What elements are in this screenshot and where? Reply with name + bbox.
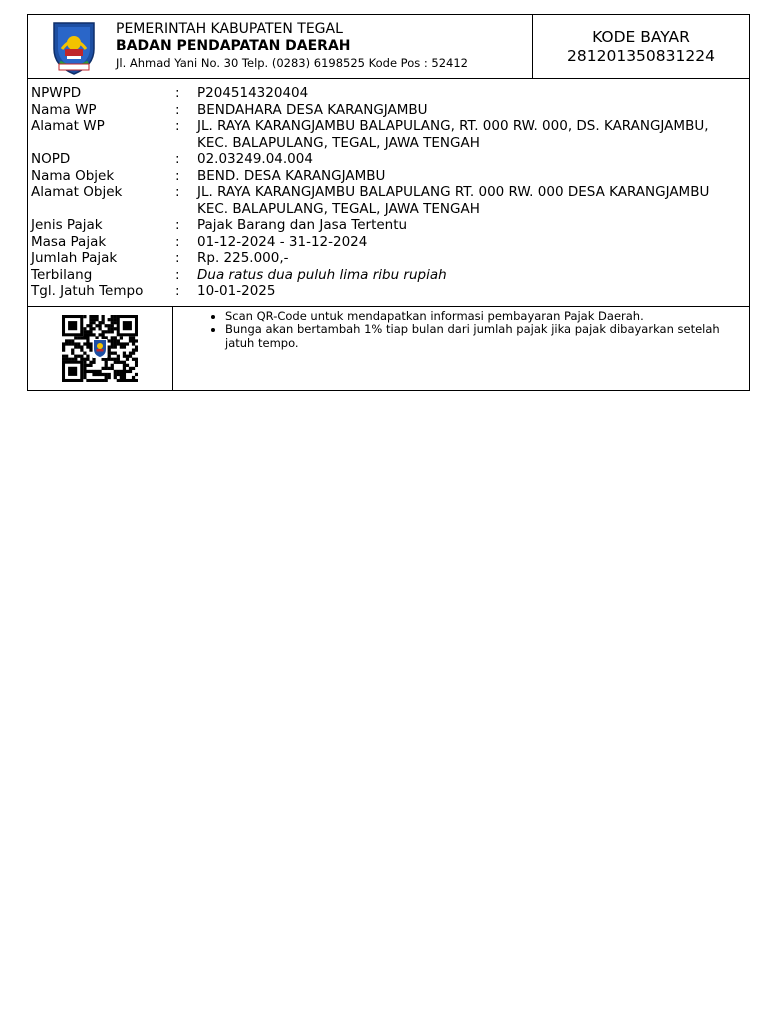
- detail-row-terbilang: [31, 267, 749, 284]
- detail-row-masa-pajak: [31, 234, 749, 251]
- government-name: PEMERINTAH KABUPATEN TEGAL: [116, 21, 343, 37]
- detail-separator: :: [175, 151, 180, 167]
- detail-label: Tgl. Jatuh Tempo: [31, 283, 144, 299]
- detail-value: BEND. DESA KARANGJAMBU: [197, 167, 386, 184]
- document-header: [28, 15, 749, 79]
- agency-block: [28, 15, 532, 78]
- kabupaten-tegal-emblem-icon: [46, 19, 102, 75]
- detail-value: Dua ratus dua puluh lima ribu rupiah: [197, 266, 447, 283]
- qr-cell: [28, 307, 173, 390]
- detail-label: Alamat WP: [31, 118, 105, 134]
- detail-row-nopd: [31, 151, 749, 168]
- detail-separator: :: [175, 233, 180, 250]
- note-item: • Bunga akan bertambah 1% tiap bulan dari jumlah pajak jika pajak dibayarkan setelah jatuh tempo.: [225, 323, 731, 350]
- detail-row-nama-wp: [31, 102, 749, 119]
- detail-row-nama-objek: [31, 168, 749, 185]
- detail-value: 02.03249.04.004: [197, 151, 313, 167]
- detail-row-jumlah-pajak: [31, 250, 749, 267]
- qr-code-icon: [62, 315, 138, 382]
- detail-label: Jenis Pajak: [31, 217, 103, 233]
- detail-separator: :: [175, 101, 180, 118]
- detail-label: Alamat Objek: [31, 184, 123, 200]
- payment-document: [27, 14, 750, 391]
- detail-label: Nama WP: [31, 101, 97, 118]
- detail-row-alamat-wp: [31, 118, 749, 151]
- payment-notes: [173, 307, 749, 390]
- payment-code-value: 281201350831224: [567, 46, 715, 65]
- note-item: • Scan QR-Code untuk mendapatkan informasi pembayaran Pajak Daerah.: [225, 310, 731, 324]
- detail-value: P204514320404: [197, 85, 309, 101]
- document-footer: [28, 307, 749, 390]
- detail-label: Masa Pajak: [31, 233, 107, 250]
- detail-value: JL. RAYA KARANGJAMBU BALAPULANG RT. 000 RW. 000 DESA KARANGJAMBU KEC. BALAPULANG, TEGAL, JAWA TENGAH: [197, 184, 710, 217]
- detail-separator: :: [175, 184, 180, 200]
- detail-separator: :: [175, 85, 180, 101]
- agency-info: [116, 21, 468, 72]
- detail-value: Rp. 225.000,-: [197, 250, 289, 266]
- detail-row-jatuh-tempo: [31, 283, 749, 300]
- tax-details: [28, 79, 749, 307]
- detail-row-jenis-pajak: [31, 217, 749, 234]
- detail-value: 10-01-2025: [197, 283, 276, 299]
- detail-row-npwpd: [31, 85, 749, 102]
- agency-name: BADAN PENDAPATAN DAERAH: [116, 38, 351, 54]
- detail-value: Pajak Barang dan Jasa Tertentu: [197, 217, 408, 233]
- detail-label: NPWPD: [31, 85, 82, 101]
- payment-code-box: [532, 15, 749, 78]
- detail-label: Nama Objek: [31, 167, 115, 184]
- detail-value: 01-12-2024 - 31-12-2024: [197, 233, 368, 250]
- detail-separator: :: [175, 167, 180, 184]
- detail-separator: :: [175, 217, 180, 233]
- agency-address: Jl. Ahmad Yani No. 30 Telp. (0283) 6198525 Kode Pos : 52412: [116, 56, 468, 70]
- detail-label: Terbilang: [31, 266, 93, 283]
- detail-separator: :: [175, 118, 180, 134]
- detail-row-alamat-objek: [31, 184, 749, 217]
- payment-code-label: KODE BAYAR: [592, 27, 690, 46]
- detail-separator: :: [175, 266, 180, 283]
- detail-label: Jumlah Pajak: [31, 250, 118, 266]
- detail-value: JL. RAYA KARANGJAMBU BALAPULANG, RT. 000 RW. 000, DS. KARANGJAMBU, KEC. BALAPULANG, TEGAL, JAWA TENGAH: [197, 118, 709, 151]
- detail-separator: :: [175, 250, 180, 266]
- detail-value: BENDAHARA DESA KARANGJAMBU: [197, 101, 428, 118]
- detail-label: NOPD: [31, 151, 71, 167]
- detail-separator: :: [175, 283, 180, 299]
